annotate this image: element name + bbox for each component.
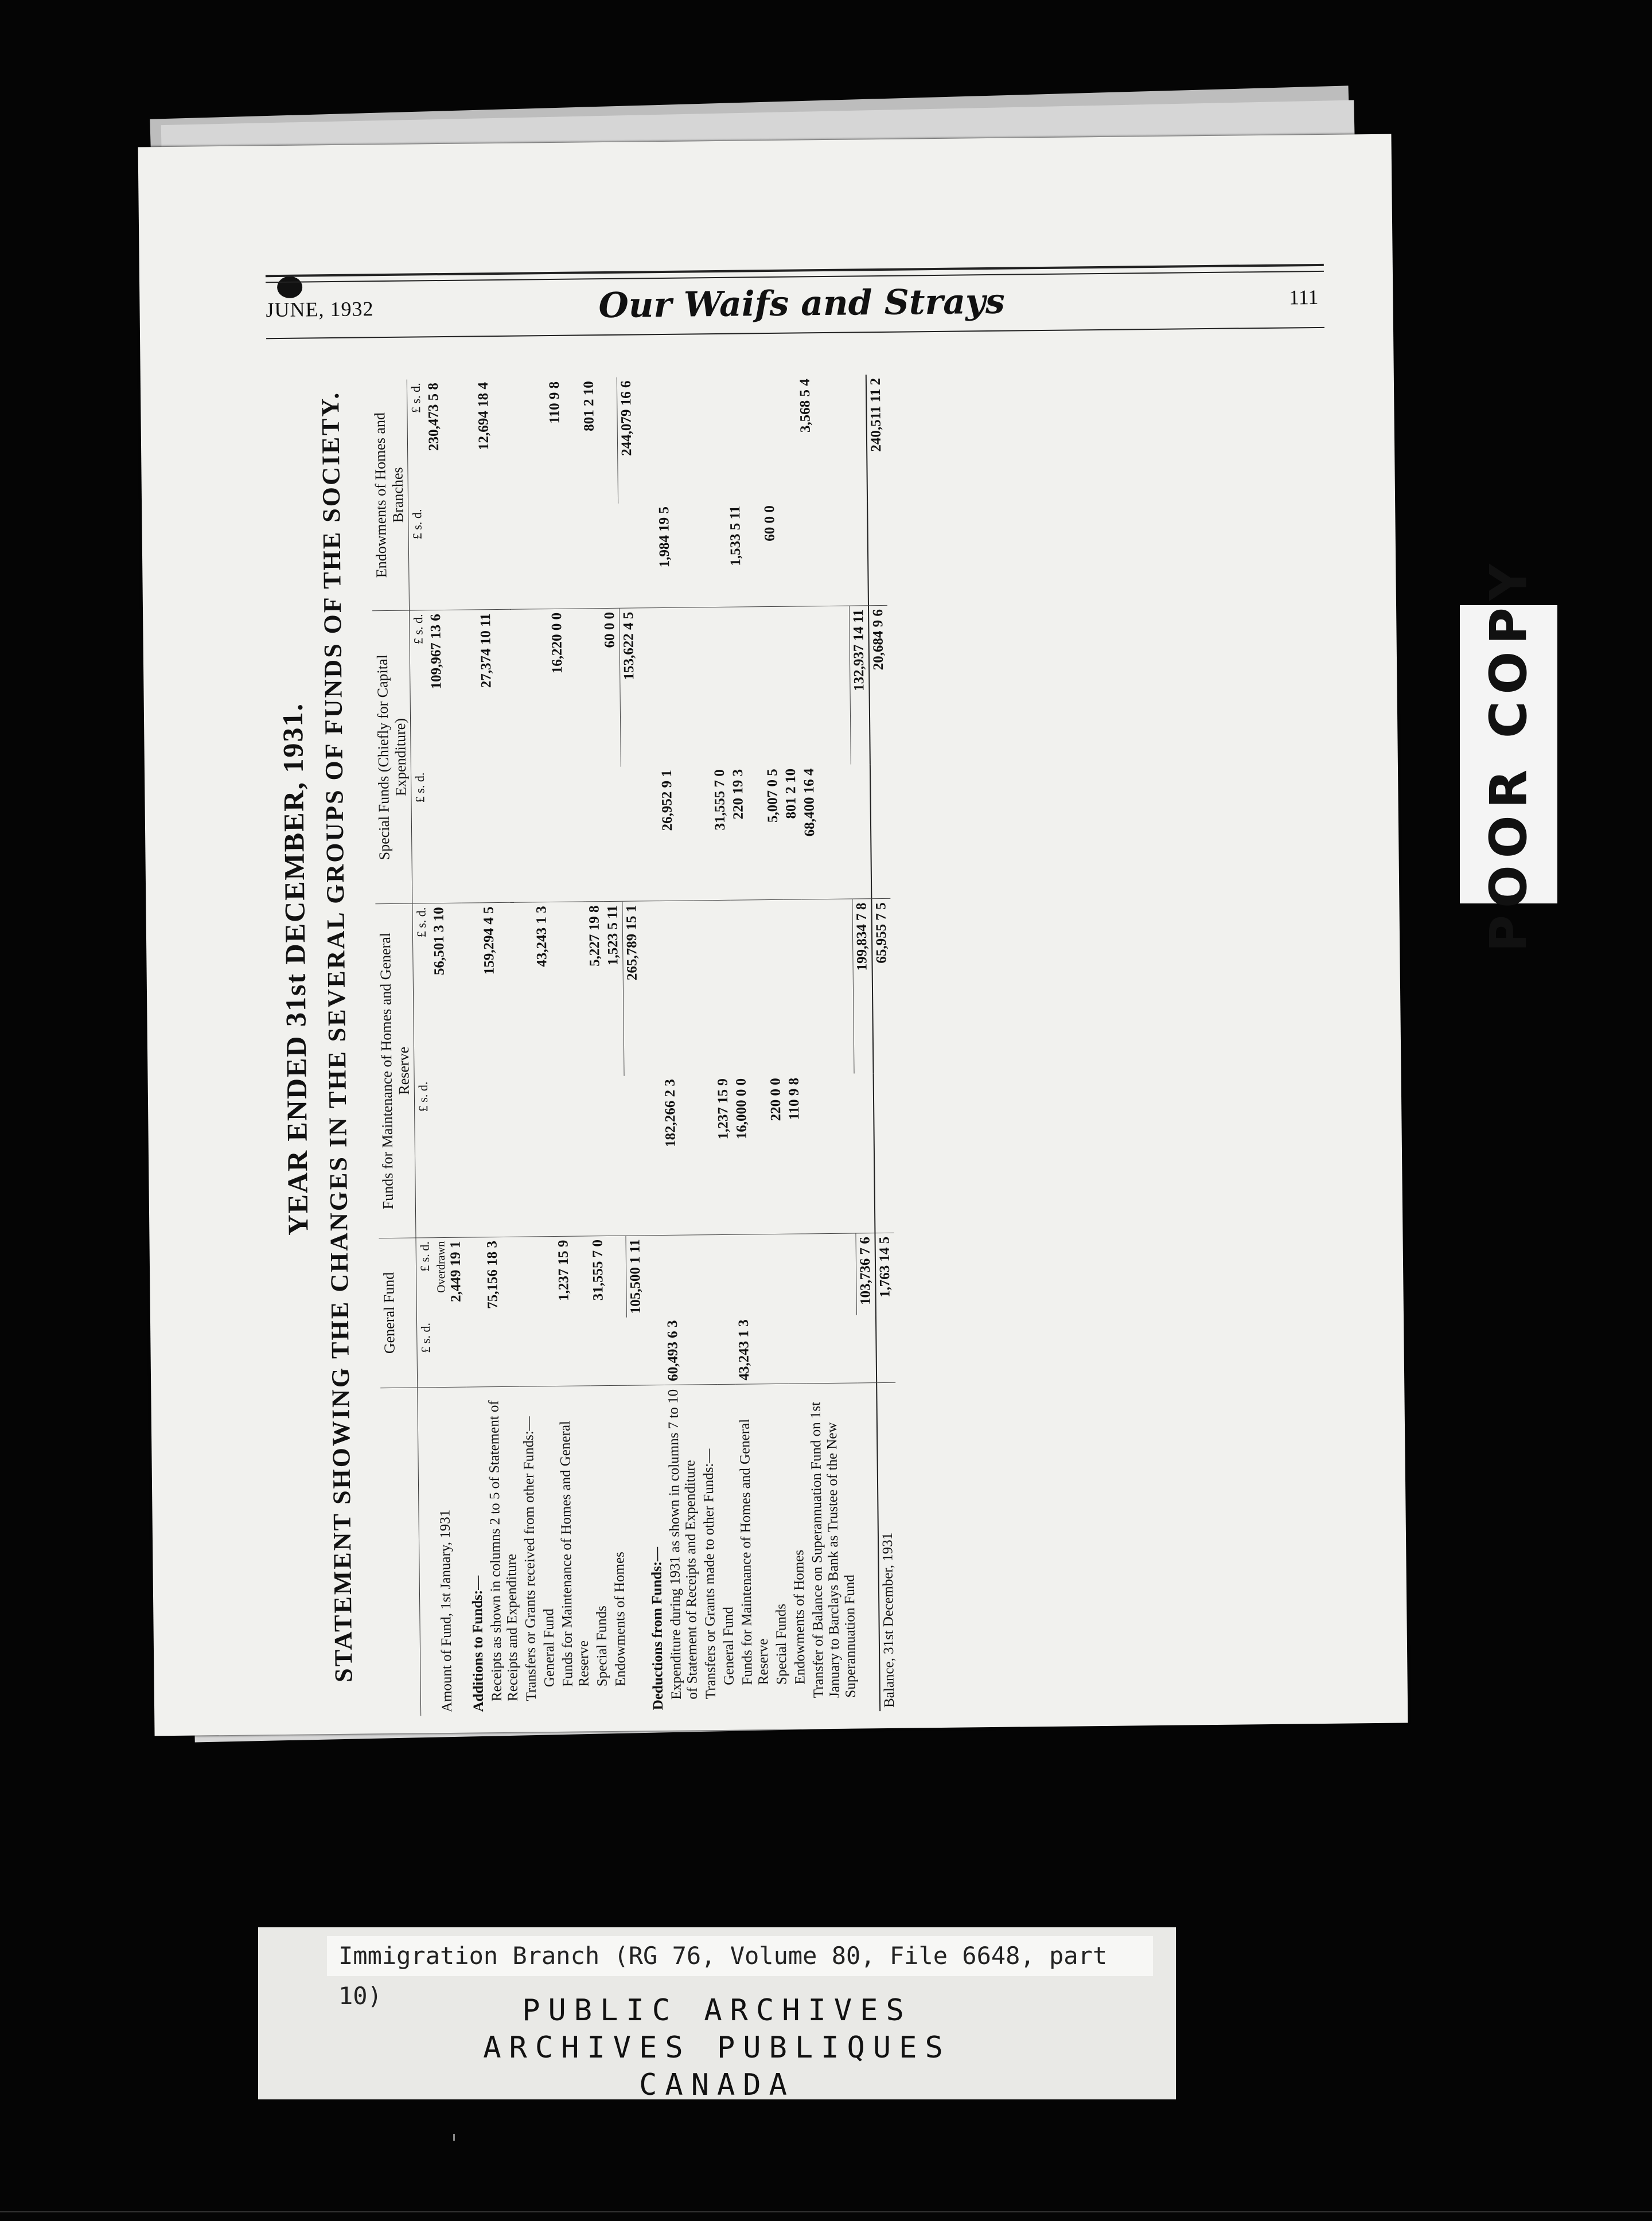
cell-value: 60 0 0 bbox=[602, 611, 618, 648]
unit-label: £ s. d. bbox=[414, 1078, 433, 1238]
cell-value: 2,449 19 1 bbox=[447, 1241, 464, 1303]
statement-year-title: YEAR ENDED 31st DECEMBER, 1931. bbox=[276, 702, 314, 1236]
cell-value: 132,937 14 11 bbox=[849, 606, 870, 765]
unit-label: £ s. d. bbox=[411, 614, 426, 645]
cell-value: 199,834 7 8 bbox=[852, 899, 873, 1074]
cell-value: 801 2 10 bbox=[782, 765, 801, 900]
row-label: Funds for Maintenance of Homes and General Reserve bbox=[737, 1419, 772, 1685]
cell-value: 220 0 0 bbox=[767, 1074, 787, 1234]
cell-value: 5,007 0 5 bbox=[763, 765, 783, 900]
cell-value: 230,473 5 8 bbox=[425, 383, 442, 451]
rotated-statement bbox=[260, 342, 1296, 1752]
row-label: Amount of Fund, 1st January, 1931 bbox=[437, 1509, 455, 1713]
general-fund-header: General Fund bbox=[379, 1238, 417, 1388]
statement-subtitle: STATEMENT SHOWING THE CHANGES IN THE SEVERAL GROUPS OF FUNDS OF THE SOCIETY. bbox=[316, 391, 358, 1683]
cell-value: 1,523 5 11 bbox=[605, 905, 621, 966]
archive-line-3: CANADA bbox=[639, 2068, 795, 2102]
row-label: General Fund bbox=[720, 1606, 737, 1686]
header-rule bbox=[266, 264, 1324, 277]
cell-value: 31,555 7 0 bbox=[590, 1239, 606, 1301]
cell-value: 43,243 1 3 bbox=[533, 906, 550, 967]
cell-value: 110 9 8 bbox=[785, 1074, 805, 1234]
cell-value: 103,736 7 6 bbox=[855, 1233, 875, 1315]
cell-value: 5,227 19 8 bbox=[586, 905, 603, 967]
endowments-header: Endowments of Homes and Branches bbox=[370, 380, 410, 611]
cell-value: 801 2 10 bbox=[580, 381, 597, 431]
section-heading: Deductions from Funds:— bbox=[649, 1546, 667, 1710]
cell-value: 109,967 13 6 bbox=[428, 614, 445, 689]
page-number: 111 bbox=[1288, 285, 1319, 309]
row-label: Transfers or Grants received from other Funds:— bbox=[520, 1416, 539, 1701]
cell-value: 182,266 2 3 bbox=[661, 1076, 698, 1236]
issue-date: JUNE, 1932 bbox=[266, 297, 374, 322]
cell-value: 31,555 7 0 bbox=[711, 766, 730, 901]
archive-line-1: PUBLIC ARCHIVES bbox=[522, 1993, 912, 2028]
funds-table bbox=[370, 375, 899, 1716]
stamp-text: POOR COPY bbox=[1479, 556, 1538, 952]
cell-value: 159,294 4 5 bbox=[481, 906, 497, 975]
cell-value: 110 9 8 bbox=[546, 381, 563, 424]
cell-value: 60 0 0 bbox=[761, 502, 780, 607]
maintenance-header: Funds for Maintenance of Homes and General Reserve bbox=[375, 903, 416, 1238]
unit-label: £ s. d. bbox=[408, 383, 423, 414]
journal-title: Our Waifs and Strays bbox=[598, 281, 1006, 326]
row-label: Balance, 31st December, 1931 bbox=[876, 1382, 899, 1711]
row-label: Transfers or Grants made to other Funds:— bbox=[700, 1448, 719, 1700]
cell-value: 220 19 3 bbox=[729, 765, 765, 900]
cell-value: 1,984 19 5 bbox=[655, 503, 691, 608]
cell-value: 16,220 0 0 bbox=[549, 612, 566, 674]
punch-hole bbox=[277, 276, 302, 298]
row-label: Funds for Maintenance of Homes and General Reserve bbox=[557, 1420, 592, 1687]
overdrawn-note: Overdrawn bbox=[434, 1241, 448, 1293]
cell-value: 26,952 9 1 bbox=[658, 766, 693, 901]
unit-label: £ s. d. bbox=[417, 1241, 433, 1272]
document-page bbox=[138, 134, 1408, 1736]
cell-value: 20,684 9 6 bbox=[868, 605, 889, 764]
cell-value: 65,955 7 5 bbox=[871, 899, 892, 1074]
row-label: Receipts as shown in columns 2 to 5 of Statement of Receipts and Expenditure bbox=[486, 1400, 521, 1702]
film-edge bbox=[0, 2211, 1652, 2212]
cell-value: 240,511 11 2 bbox=[866, 375, 886, 501]
cell-value: 56,501 3 10 bbox=[431, 907, 447, 976]
cell-value: 1,237 15 9 bbox=[555, 1240, 572, 1302]
cell-value: 153,622 4 5 bbox=[620, 608, 640, 767]
archive-reference: Immigration Branch (RG 76, Volume 80, File 6648, part 10) bbox=[327, 1936, 1153, 1976]
poor-copy-stamp bbox=[1460, 556, 1557, 952]
cell-value: 1,237 15 9 bbox=[714, 1075, 734, 1234]
cell-value: 27,374 10 11 bbox=[478, 613, 494, 688]
header-rule bbox=[266, 271, 1324, 283]
unit-label: £ s. d. bbox=[411, 769, 430, 904]
row-label: General Fund bbox=[541, 1608, 558, 1688]
row-label: Endowments of Homes bbox=[611, 1552, 629, 1686]
cell-value: 75,156 18 3 bbox=[484, 1240, 501, 1309]
row-label: Special Funds bbox=[773, 1603, 790, 1685]
film-speck bbox=[453, 2134, 455, 2141]
archive-line-2: ARCHIVES PUBLIQUES bbox=[483, 2031, 951, 2065]
cell-value: 43,243 1 3 bbox=[735, 1316, 770, 1384]
row-label: Expenditure during 1931 as shown in columns 7 to 10 of Statement of Receipts and Expenditure bbox=[665, 1389, 700, 1700]
cell-value: 105,500 1 11 bbox=[626, 1236, 645, 1318]
cell-value: 265,789 15 1 bbox=[622, 901, 643, 1076]
cell-value: 16,000 0 0 bbox=[733, 1074, 769, 1234]
cell-value: 3,568 5 4 bbox=[797, 379, 813, 433]
row-label: Endowments of Homes bbox=[791, 1549, 808, 1685]
header-rule bbox=[266, 327, 1324, 339]
cell-value: 12,694 18 4 bbox=[475, 382, 492, 451]
unit-label: £ s. d. bbox=[416, 1319, 435, 1388]
row-label: Special Funds bbox=[594, 1606, 610, 1687]
cell-value: 68,400 16 4 bbox=[800, 765, 852, 899]
unit-label: £ s. d. bbox=[414, 907, 429, 938]
special-funds-header: Special Funds (Chiefly for Capital Expenditure) bbox=[372, 610, 412, 904]
archive-label bbox=[258, 1927, 1176, 2102]
section-heading: Additions to Funds:— bbox=[469, 1575, 487, 1712]
label-column-header bbox=[380, 1388, 420, 1716]
row-label: Transfer of Balance on Superannuation Fund on 1st January to Barclays Bank as Trustee of the New Superannuation Fund bbox=[808, 1401, 859, 1698]
cell-value: 244,079 16 6 bbox=[617, 377, 637, 503]
cell-value: 1,533 5 11 bbox=[726, 502, 762, 607]
unit-label: £ s. d. bbox=[408, 505, 427, 610]
cell-value: 60,493 6 3 bbox=[664, 1316, 699, 1385]
cell-value: 1,763 14 5 bbox=[875, 1233, 894, 1315]
